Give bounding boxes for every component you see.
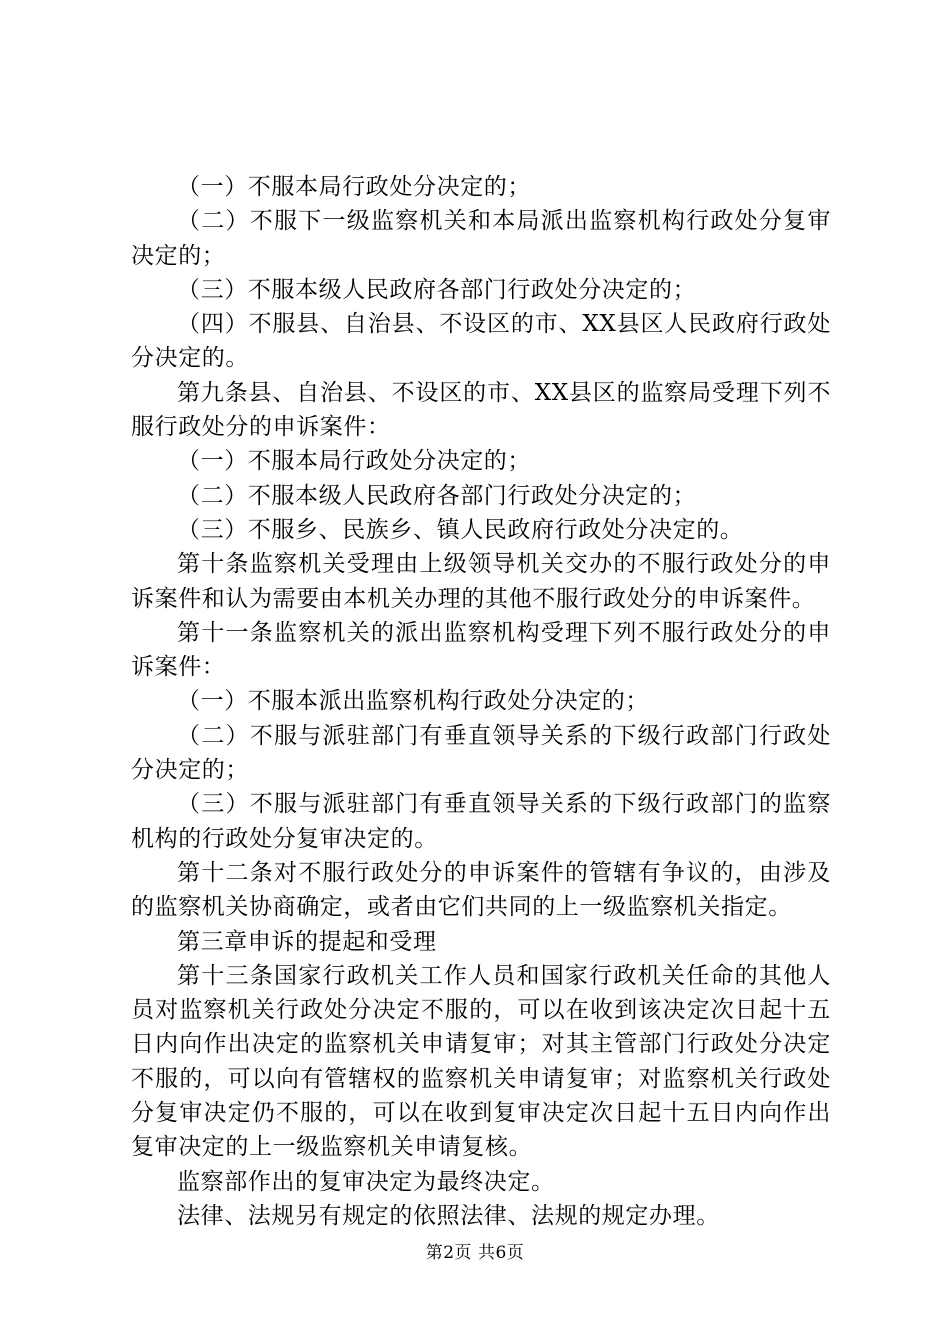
- paragraph-12: （二）不服与派驻部门有垂直领导关系的下级行政部门行政处分决定的；: [131, 722, 831, 784]
- article-12: 第十二条对不服行政处分的申诉案件的管辖有争议的，由涉及的监察机关协商确定，或者由它们共同的上一级监察机关指定。: [131, 859, 831, 921]
- paragraph-6: （一）不服本局行政处分决定的；: [177, 448, 531, 475]
- paragraph-11: （一）不服本派出监察机构行政处分决定的；: [177, 688, 649, 715]
- paragraph-17: 监察部作出的复审决定为最终决定。: [177, 1168, 555, 1195]
- article-9: 第九条县、自治县、不设区的市、XX县区的监察局受理下列不服行政处分的申诉案件：: [131, 379, 831, 441]
- paragraph-4: （四）不服县、自治县、不设区的市、XX县区人民政府行政处分决定的。: [131, 311, 831, 372]
- paragraph-18: 法律、法规另有规定的依照法律、法规的规定办理。: [177, 1202, 720, 1229]
- paragraph-13: （三）不服与派驻部门有垂直领导关系的下级行政部门的监察机构的行政处分复审决定的。: [131, 791, 831, 852]
- paragraph-3: （三）不服本级人民政府各部门行政处分决定的；: [177, 276, 697, 303]
- page-number-footer: 第2页 共6页: [425, 1243, 525, 1263]
- paragraph-7: （二）不服本级人民政府各部门行政处分决定的；: [177, 482, 697, 509]
- article-11: 第十一条监察机关的派出监察机构受理下列不服行政处分的申诉案件：: [131, 619, 831, 681]
- document-body: [131, 170, 831, 1233]
- article-10: 第十条监察机关受理由上级领导机关交办的不服行政处分的申诉案件和认为需要由本机关办理的其他不服行政处分的申诉案件。: [131, 551, 831, 612]
- article-13: 第十三条国家行政机关工作人员和国家行政机关任命的其他人员对监察机关行政处分决定不服的，可以在收到该决定次日起十五日内向作出决定的监察机关申请复审；对其主管部门行政处分决定不服的，可以向有管辖权的监察机关申请复审；对监察机关行政处分复审决定仍不服的，可以在收到复审决定次日起十五日内向作出复审决定的上一级监察机关申请复核。: [131, 962, 831, 1161]
- paragraph-8: （三）不服乡、民族乡、镇人民政府行政处分决定的。: [177, 516, 744, 543]
- paragraph-2: （二）不服下一级监察机关和本局派出监察机构行政处分复审决定的；: [131, 208, 831, 269]
- chapter-3-heading: 第三章申诉的提起和受理: [177, 928, 437, 955]
- paragraph-1: （一）不服本局行政处分决定的；: [177, 174, 531, 200]
